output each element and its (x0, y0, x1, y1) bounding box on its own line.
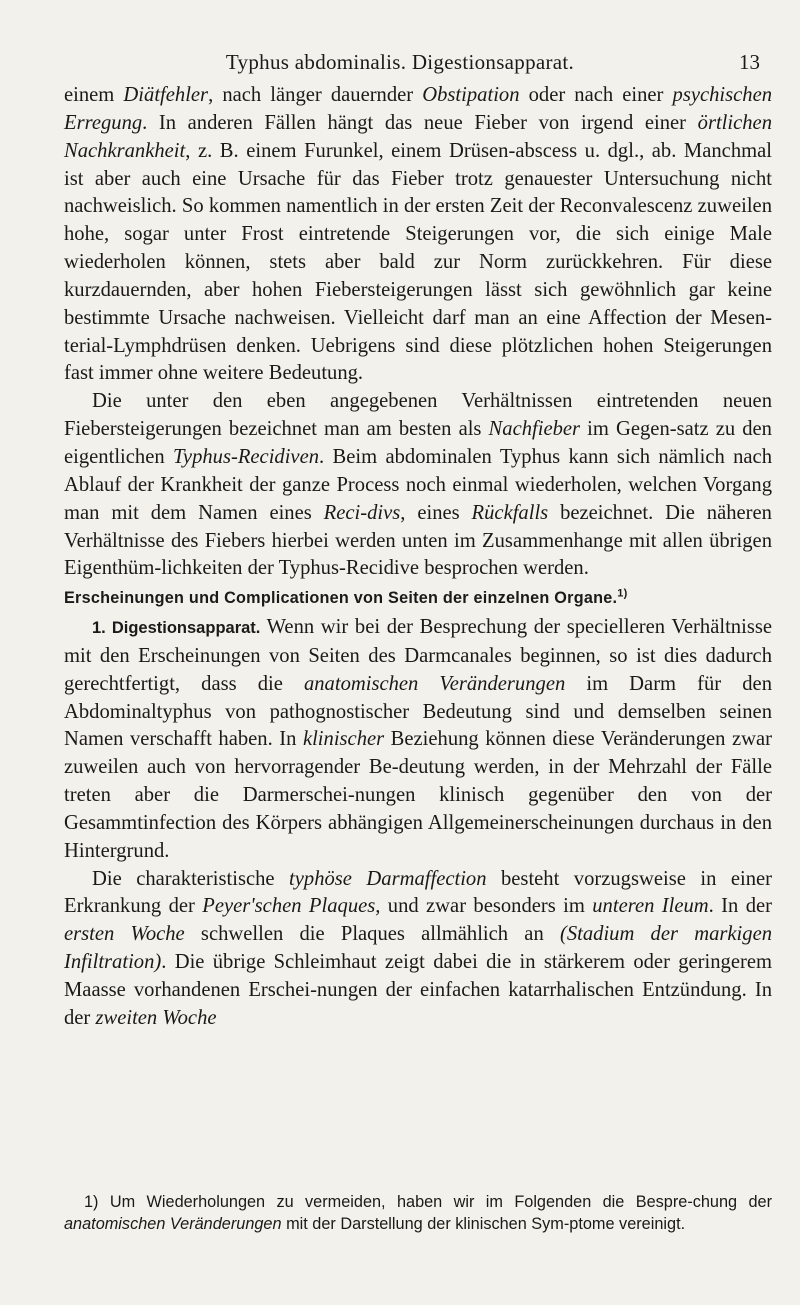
subsection-label: 1. Digestionsapparat. (92, 619, 261, 638)
text-run: 1) Um Wiederholungen zu vermeiden, haben wir im Folgenden die Bespre-chung der (84, 1193, 772, 1211)
emphasis: anatomischen Veränderungen (64, 1214, 282, 1233)
emphasis: Rückfalls (471, 501, 549, 524)
text-run: einem (64, 84, 124, 106)
emphasis: zweiten Woche (95, 1006, 217, 1029)
emphasis: Obstipation (422, 84, 520, 106)
section-heading-text: Erscheinungen und Complicationen von Seiten der einzelnen Organe. (64, 589, 618, 608)
emphasis: Typhus-Recidiven (173, 445, 320, 468)
emphasis: Peyer'schen Plaques, (202, 895, 381, 918)
text-run: besteht vorzugsweise in einer Erkrankung der (64, 867, 772, 918)
text-run: im Gegen-satz zu den eigentlichen (64, 418, 772, 468)
text-run: Beziehung können diese Veränderungen zwar zuweilen auch von hervorragender Be-deutung werden, in der Mehrzahl der Fälle treten aber die Darmerschei-nungen klinisch gegenüber den von der Gesammtinfection des Körpers abhängigen Allgemeinerscheinungen durchaus in den Hintergrund. (64, 728, 772, 862)
text-run: . In der (708, 895, 772, 918)
text-run: im Darm für den Abdominaltyphus von pathognostischer Bedeutung sind und demselben seinen Namen verschafft haben. In (64, 672, 772, 751)
emphasis: Nachfieber (488, 418, 581, 441)
footnote (64, 1192, 772, 1235)
emphasis: örtlichen Nachkrankheit (64, 111, 772, 162)
emphasis: Diätfehler (123, 84, 209, 106)
paragraph-3 (64, 614, 772, 866)
text-run: . In anderen Fällen hängt das neue Fieber von irgend einer (142, 111, 698, 134)
text-run: mit der Darstellung der klinischen Sym-ptome vereinigt. (281, 1214, 686, 1233)
text-run: , z. B. einem Furunkel, einem Drüsen-abscess u. dgl., ab. Manchmal ist aber auch eine Ursache für das Fieber trotz genauester Untersuchung nicht nachweislich. So kommen namentlich in der ersten Zeit der Reconvalescenz zuweilen hohe, sogar unter Frost eintretende Steigerungen vor, die sich einige Male wiederholen können, stets aber bald zur Norm zurückkehren. Für diese kurzdauernden, aber hohen Fiebersteigerungen lässt sich gewöhnlich gar keine bestimmte Ursache nachweisen. Vielleicht darf man an eine Affection der Mesen-terial-Lymphdrüsen denken. Uebrigens sind diese plötzlichen hohen Steigerungen fast immer ohne weitere Bedeutung. (64, 139, 772, 385)
text-run: . Beim abdominalen Typhus kann sich nämlich nach Ablauf der Krankheit der ganze Process noch einmal wiederholen, welchen Vorgang man mit dem Namen eines (64, 445, 772, 524)
emphasis: Reci-divs (323, 501, 401, 524)
emphasis: typhöse Darmaffection (289, 867, 487, 890)
page-header (0, 50, 800, 76)
paragraph-4 (64, 866, 772, 1033)
emphasis: (Stadium der markigen Infiltration) (64, 923, 773, 974)
page-number: 13 (739, 50, 760, 74)
emphasis: klinischer (302, 728, 385, 751)
emphasis: unteren Ileum (592, 895, 709, 918)
text-run: schwellen die Plaques allmählich an (184, 923, 560, 946)
text-run: . Die übrige Schleimhaut zeigt dabei die in stärkerem oder geringerem Maasse vorhandenen Erschei-nungen der einfachen katarrhalischen Entzündung. In der (64, 951, 772, 1029)
paragraph-2 (64, 388, 772, 583)
text-run: Wenn wir bei der Besprechung der specielleren Verhältnisse mit den Erscheinungen von Seiten des Darmcanales beginnen, so ist dies dadurch gerechtfertigt, dass die (64, 616, 772, 695)
text-run: , nach länger dauernder (208, 84, 423, 106)
text-run: Die charakteristische (92, 867, 290, 890)
section-heading (64, 585, 772, 613)
text-run: bezeichnet. Die näheren Verhältnisse des Fiebers hierbei werden unten im Zusammenhange mit allen übrigen Eigenthüm-lichkeiten der Typhus-Recidive besprochen werden. (64, 501, 772, 580)
footnote-text (64, 1192, 772, 1235)
footnote-marker: 1) (617, 587, 628, 600)
main-text (64, 82, 772, 1033)
text-run: , eines (400, 501, 472, 524)
text-run: oder nach einer (519, 84, 673, 106)
running-title: Typhus abdominalis. Digestionsapparat. (225, 50, 575, 74)
emphasis: psychischen Erregung (64, 84, 773, 134)
text-run: und zwar besonders im (380, 895, 593, 918)
paragraph-1 (64, 82, 772, 388)
text-run: Die unter den eben angegebenen Verhältnissen eintretenden neuen Fiebersteigerungen bezeichnet man am besten als (64, 390, 772, 441)
emphasis: ersten Woche (64, 923, 185, 946)
emphasis: anatomischen Veränderungen (303, 672, 566, 695)
